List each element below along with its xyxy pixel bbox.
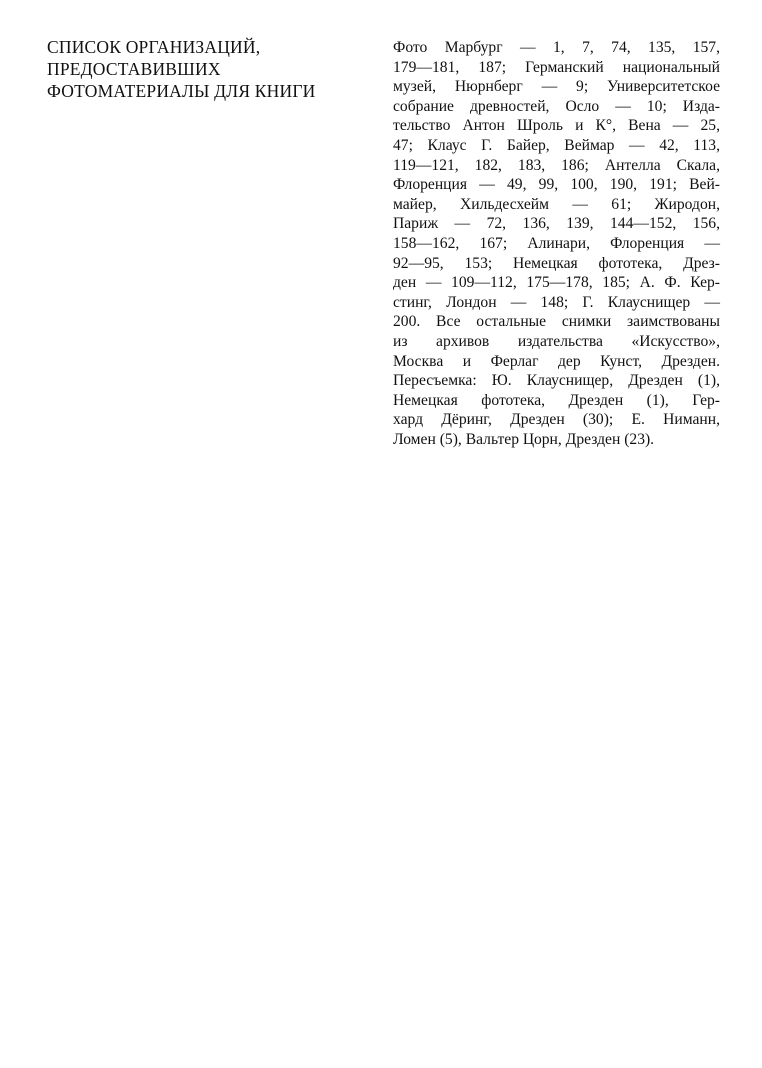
page-title bbox=[47, 36, 347, 102]
credits-line: ден — 109—112, 175—178, 185; А. Ф. Кер- bbox=[393, 274, 720, 292]
credits-line: 119—121, 182, 183, 186; Антелла Скала, bbox=[393, 156, 720, 174]
credits-line: Флоренция — 49, 99, 100, 190, 191; Вей- bbox=[393, 176, 720, 194]
credits-line: Фото Марбург — 1, 7, 74, 135, 157, bbox=[393, 39, 720, 56]
credits-line: 47; Клаус Г. Байер, Веймар — 42, 113, bbox=[393, 136, 720, 154]
credits-line: стинг, Лондон — 148; Г. Клауснищер — bbox=[393, 293, 720, 311]
credits-line: хард Дёринг, Дрезден (30); Е. Ниманн, bbox=[393, 411, 720, 429]
credits-line: 200. Все остальные снимки заимствованы bbox=[393, 313, 720, 331]
credits-line: 158—162, 167; Алинари, Флоренция — bbox=[393, 234, 720, 252]
photo-credits-text bbox=[393, 38, 720, 449]
credits-line: Немецкая фототека, Дрезден (1), Гер- bbox=[393, 391, 720, 409]
credits-line: Пересъемка: Ю. Клауснищер, Дрезден (1), bbox=[393, 372, 720, 390]
credits-line: музей, Нюрнберг — 9; Университетское bbox=[393, 78, 720, 96]
credits-line: майер, Хильдесхейм — 61; Жиродон, bbox=[393, 195, 720, 213]
credits-line: собрание древностей, Осло — 10; Изда- bbox=[393, 97, 720, 115]
credits-line: тельство Антон Шроль и К°, Вена — 25, bbox=[393, 117, 720, 135]
credits-line: 92—95, 153; Немецкая фототека, Дрез- bbox=[393, 254, 720, 272]
title-line: ПРЕДОСТАВИВШИХ bbox=[47, 59, 221, 79]
title-line: СПИСОК ОРГАНИЗАЦИЙ, bbox=[47, 37, 261, 57]
title-line: ФОТОМАТЕРИАЛЫ ДЛЯ КНИГИ bbox=[47, 81, 316, 101]
credits-line: Москва и Ферлаг дер Кунст, Дрезден. bbox=[393, 352, 720, 370]
credits-line: 179—181, 187; Германский национальный bbox=[393, 58, 720, 76]
credits-line: Париж — 72, 136, 139, 144—152, 156, bbox=[393, 215, 720, 233]
credits-line: из архивов издательства «Искусство», bbox=[393, 332, 720, 350]
credits-line: Ломен (5), Вальтер Цорн, Дрезден (23). bbox=[393, 430, 655, 448]
